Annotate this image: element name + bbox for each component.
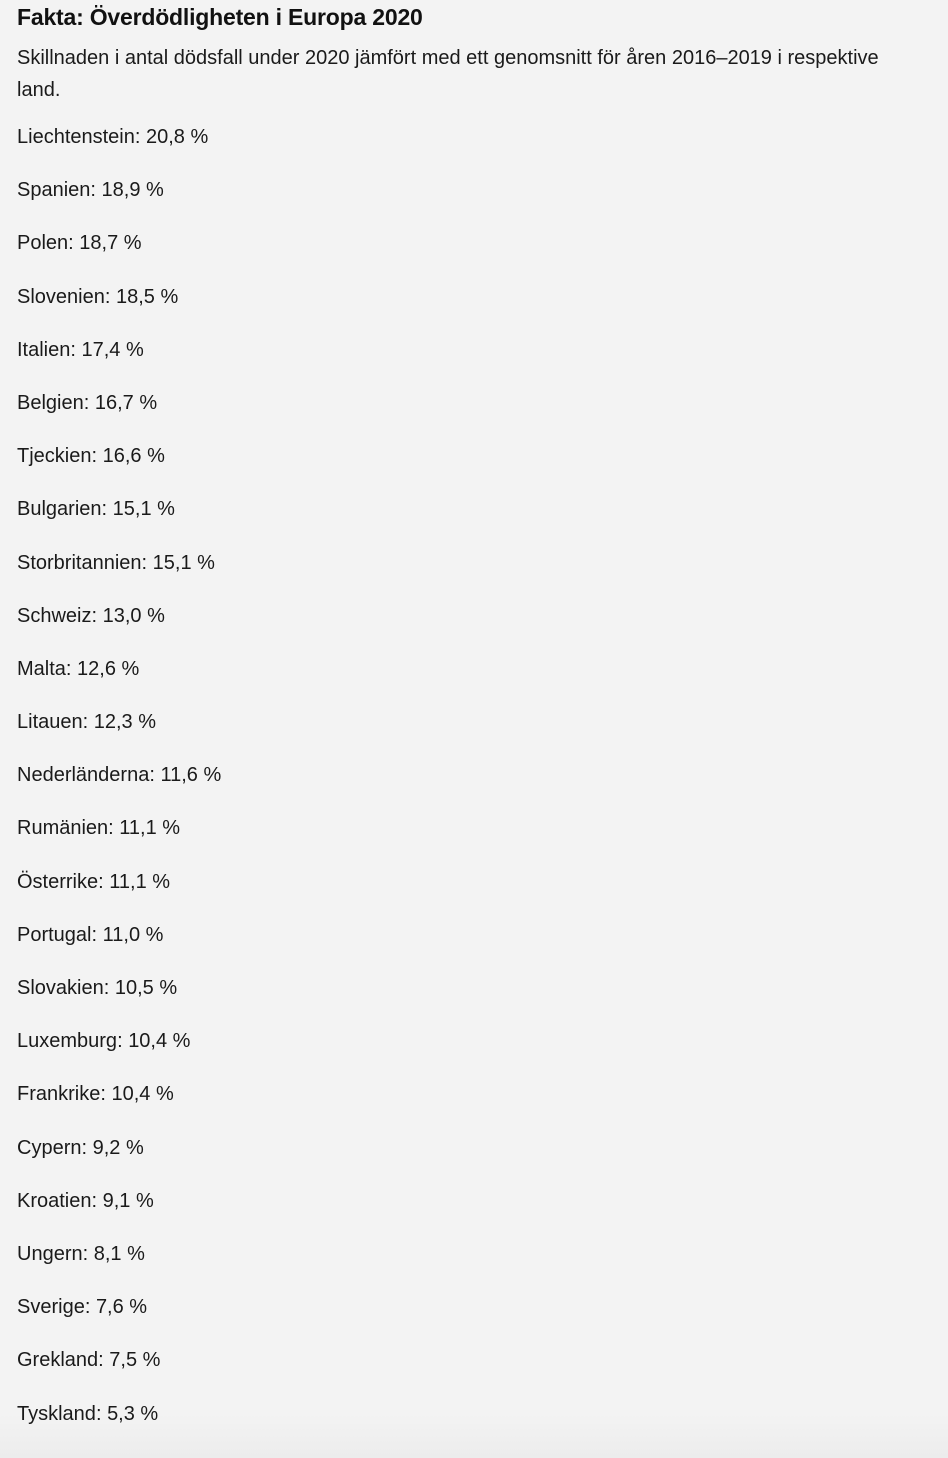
list-item — [17, 392, 931, 445]
separator: : — [91, 1189, 103, 1212]
list-item — [17, 1296, 931, 1349]
separator: : — [91, 445, 103, 468]
list-item — [17, 179, 931, 232]
list-item — [17, 871, 931, 924]
country-name: Tyskland — [17, 1402, 96, 1425]
country-name: Schweiz — [17, 604, 92, 627]
excess-mortality-value: 15,1 % — [152, 551, 215, 574]
list-item — [17, 1403, 931, 1456]
separator: : — [82, 711, 94, 734]
country-name: Litauen — [17, 711, 83, 734]
fact-box-intro: Skillnaden i antal dödsfall under 2020 jämfört med ett genomsnitt för åren 2016–2019 i respektive land. — [17, 47, 879, 101]
excess-mortality-value: 12,3 % — [93, 711, 157, 734]
country-name: Liechtenstein — [17, 126, 135, 148]
separator: : — [100, 1083, 112, 1106]
country-name: Slovenien — [17, 285, 105, 308]
separator: : — [70, 338, 82, 361]
country-name: Malta — [17, 657, 66, 680]
country-name: Österrike — [17, 870, 99, 893]
separator: : — [149, 764, 161, 787]
separator: : — [141, 551, 153, 574]
country-name: Frankrike — [17, 1083, 101, 1106]
list-item — [17, 924, 931, 977]
excess-mortality-value: 11,1 % — [119, 817, 181, 840]
list-item — [17, 764, 931, 817]
separator: : — [134, 126, 146, 148]
separator: : — [83, 391, 95, 414]
list-item — [17, 552, 931, 605]
list-item — [17, 1083, 931, 1136]
list-item — [17, 658, 931, 711]
excess-mortality-value: 8,1 % — [93, 1242, 145, 1265]
separator: : — [98, 1349, 110, 1372]
country-name: Tjeckien — [17, 445, 92, 468]
country-name: Bulgarien — [17, 498, 102, 521]
country-name: Italien — [17, 338, 71, 361]
separator: : — [90, 179, 102, 202]
list-item — [17, 1030, 931, 1083]
country-name: Slovakien — [17, 977, 104, 999]
country-name: Grekland — [17, 1349, 99, 1372]
excess-mortality-value: 10,4 % — [111, 1083, 174, 1106]
excess-mortality-value: 15,1 % — [112, 498, 175, 521]
excess-mortality-value: 20,8 % — [146, 126, 209, 148]
excess-mortality-value: 5,3 % — [107, 1402, 159, 1425]
excess-mortality-value: 18,7 % — [79, 232, 142, 255]
separator: : — [82, 1242, 94, 1265]
country-name: Portugal — [17, 923, 92, 946]
excess-mortality-value: 18,9 % — [101, 179, 164, 202]
list-item — [17, 977, 931, 1030]
separator: : — [108, 817, 120, 840]
country-name: Luxemburg — [17, 1030, 118, 1053]
country-name: Kroatien — [17, 1189, 92, 1212]
list-item — [17, 1190, 931, 1243]
excess-mortality-value: 10,5 % — [114, 977, 178, 999]
excess-mortality-value: 18,5 % — [115, 285, 179, 308]
country-name: Spanien — [17, 179, 91, 202]
list-item — [17, 286, 931, 339]
list-item — [17, 1243, 931, 1296]
excess-mortality-value: 16,6 % — [102, 445, 165, 468]
country-name: Nederländerna — [17, 764, 150, 787]
list-item — [17, 1137, 931, 1190]
excess-mortality-value: 10,4 % — [128, 1030, 191, 1053]
separator: : — [91, 923, 103, 946]
country-name: Sverige — [17, 1296, 85, 1319]
excess-mortality-value: 9,1 % — [102, 1189, 154, 1212]
excess-mortality-value: 11,1 % — [109, 870, 171, 893]
list-item — [17, 126, 931, 179]
country-name: Polen — [17, 232, 69, 255]
list-item — [17, 445, 931, 498]
country-name: Rumänien — [17, 817, 109, 840]
list-item — [17, 817, 931, 870]
list-item — [17, 605, 931, 658]
separator: : — [81, 1136, 93, 1159]
separator: : — [103, 977, 115, 999]
excess-mortality-value: 16,7 % — [94, 391, 158, 414]
excess-mortality-value: 7,5 % — [109, 1349, 161, 1372]
excess-mortality-value: 17,4 % — [81, 338, 144, 361]
excess-mortality-value: 11,6 % — [160, 764, 222, 787]
country-name: Belgien — [17, 391, 84, 414]
separator: : — [98, 870, 110, 893]
list-item — [17, 1349, 931, 1402]
country-name: Storbritannien — [17, 551, 142, 574]
excess-mortality-list — [17, 126, 931, 1456]
excess-mortality-value: 7,6 % — [95, 1296, 148, 1319]
excess-mortality-value: 12,6 % — [77, 657, 140, 680]
separator: : — [117, 1030, 129, 1053]
excess-mortality-value: 11,0 % — [102, 923, 164, 946]
list-item — [17, 498, 931, 551]
country-name: Cypern — [17, 1136, 82, 1159]
separator: : — [65, 657, 78, 680]
separator: : — [84, 1296, 96, 1319]
separator: : — [68, 232, 80, 255]
excess-mortality-value: 9,2 % — [92, 1136, 144, 1159]
separator: : — [104, 285, 116, 308]
excess-mortality-value: 13,0 % — [102, 604, 165, 627]
country-name: Ungern — [17, 1242, 83, 1265]
separator: : — [95, 1402, 108, 1425]
list-item — [17, 232, 931, 285]
list-item — [17, 339, 931, 392]
separator: : — [91, 604, 103, 627]
fact-box-title: Fakta: Överdödligheten i Europa 2020 — [17, 4, 423, 30]
list-item — [17, 711, 931, 764]
separator: : — [101, 498, 113, 521]
